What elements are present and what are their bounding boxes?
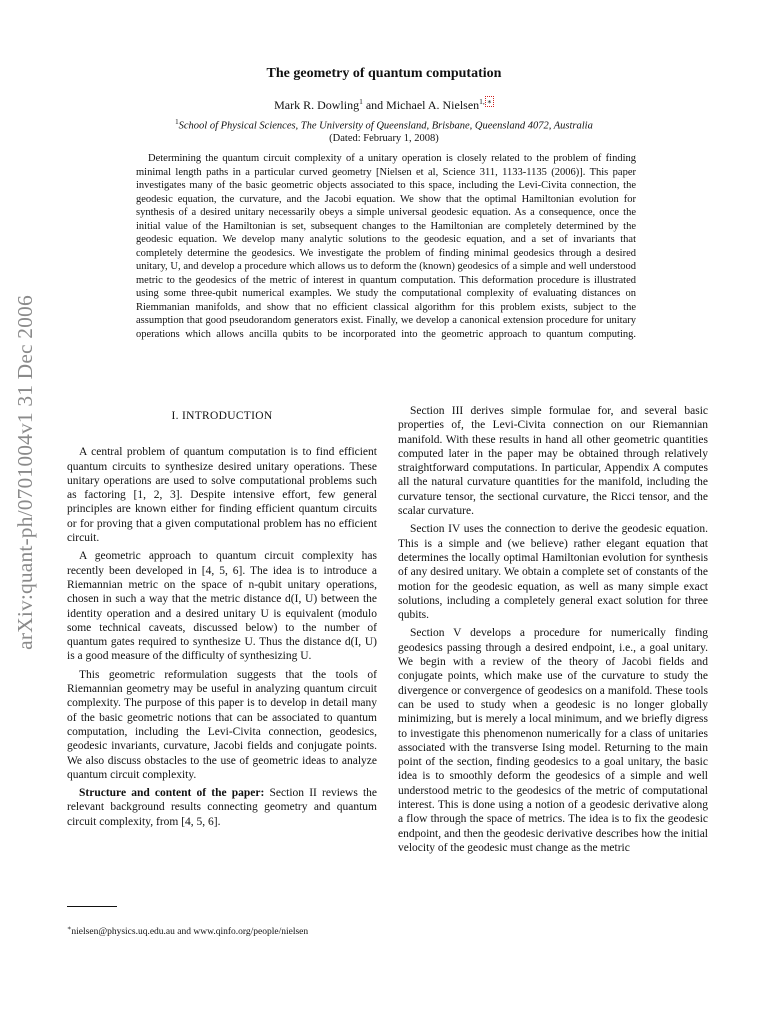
arxiv-stamp-text: arXiv:quant-ph/0701004v1 31 Dec 2006: [12, 294, 37, 650]
arxiv-side-stamp: [6, 252, 44, 692]
section-heading: I. INTRODUCTION: [171, 410, 273, 422]
footnote-text: nielsen@physics.uq.edu.au and www.qinfo.org/people/nielsen: [71, 927, 309, 938]
author-name: Mark R. Dowling: [274, 98, 360, 112]
paragraph: [67, 786, 377, 829]
author-affil-marker: 1, ∗: [479, 97, 492, 106]
paragraph: Section III derives simple formulae for, and several basic properties of, the Levi-Civita connection on our Riemannian manifold. With these results in hand all other geometric quantities computed later in the paper may be obtained through relatively straightforward computations. In particular, Appendix A computes all the natural curvature quantities for the manifold, including the curvature tensor, the sectional curvature, the Ricci tensor, and the scalar curvature.: [398, 405, 708, 518]
paragraph: A central problem of quantum computation is to find efficient quantum circuits to synthesize desired unitary operations. These unitary operations are used to solve computational problems such as factoring [1, 2, 3]. Despite intensive effort, few general principles are known either for finding efficient quantum circuits or for proving that a given computational problem has no efficient circuit.: [67, 446, 377, 545]
footnote-link[interactable]: ∗: [486, 97, 492, 106]
abstract: [136, 152, 636, 341]
paragraph-rest: Section II reviews the relevant background results connecting geometry and quantum circuit complexity, from [4, 5, 6].: [67, 787, 378, 828]
bold-lead-in: Structure and content of the paper:: [79, 787, 265, 800]
author-line: [0, 97, 768, 113]
footnote: [67, 924, 308, 937]
paragraph: This geometric reformulation suggests that the tools of Riemannian geometry may be useful in analyzing quantum circuit complexity. The purpose of this paper is to develop in detail many of the basic geometric notions that can be associated to quantum computation, including the Levi-Civita connection, geodesics, geodesic invariants, curvature, Jacobi fields and conjugate points. We also discuss obstacles to the use of geometric ideas to analyze quantum circuit complexity.: [67, 668, 377, 781]
author-affil-marker: 1: [359, 97, 363, 106]
abstract-text: Determining the quantum circuit complexity of a unitary operation is closely related to the problem of finding minimal length paths in a particular curved geometry [Nielsen et al, Science 311, 1133-1135 (2006)]. This paper investigates many of the basic geometric objects associated to this space, including the Levi-Civita connection, the geodesic equation, the curvature, and the Jacobi equation. We show that the optimal Hamiltonian evolution for synthesis of a desired unitary necessarily obeys a simple universal geodesic equation. As a consequence, once the initial value of the Hamiltonian is set, subsequent changes to the Hamiltonian are completely determined by the geodesic equation. We develop many analytic solutions to the geodesic equation, and a set of invariants that completely determine the geodesics. We investigate the problem of finding minimal geodesics through a desired unitary, U, and develop a procedure which allows us to deform the (known) geodesics of a simple and well understood metric to the geodesics of the metric of interest in quantum computation. This deformation procedure is illustrated using some three-qubit numerical examples. We study the computational complexity of evaluating distances on Riemmanian manifolds, and show that no efficient classical algorithm for this problem exists, subject to the assumption that good pseudorandom generators exist. Finally, we develop a canonical extension procedure for unitary operations which allows ancilla qubits to be incorporated into the geometric approach to quantum computing.: [136, 153, 636, 340]
paragraph: A geometric approach to quantum circuit complexity has recently been developed in [4, 5, 6]. The idea is to introduce a Riemannian metric on the space of n-qubit unitary operations, chosen in such a way that the metric distance d(I, U) between the identity operation and a desired unitary U is equivalent (modulo some technical caveats, discussed below) to the number of quantum gates required to synthesize U. Thus the distance d(I, U) is a good measure of the difficulty of synthesizing U.: [67, 550, 377, 663]
author-conjunction: and: [365, 98, 384, 112]
affiliation: [0, 118, 768, 132]
paragraph: Section V develops a procedure for numerically finding geodesics passing through a desired endpoint, i.e., a goal unitary. We begin with a review of the theory of Jacobi fields and conjugate points, which make use of the curvature to study the divergence or convergence of geodesics on a manifold. These tools can be used to study when a geodesic is no longer globally minimizing, but is merely a local minimum, and we briefly digress to investigate this phenomenon numerically for a class of unitaries associated with the transverse Ising model. Returning to the main point of the section, finding geodesics to a goal unitary, the basic idea is to smoothly deform the geodesics of a simple and well understood metric to the geodesics of the metric of computational interest. This is done using a notion of a geodesic derivative along a flow through the space of metrics. The idea is to fix the geodesic endpoint, and then the geodesic derivative describes how the initial velocity of the geodesic must change as the metric: [398, 627, 708, 854]
paper-title: The geometry of quantum computation: [266, 66, 502, 81]
paragraph: Section IV uses the connection to derive the geodesic equation. This is a simple and (we believe) rather elegant equation that determines the locally optimal Hamiltonian evolution for synthesis of any desired unitary. We obtain a complete set of constants of the motion for the geodesic equation, as well as many simple exact solutions, including a completely general exact solution for three qubits.: [398, 523, 708, 622]
dated-line: (Dated: February 1, 2008): [329, 133, 439, 144]
footnote-rule: [67, 906, 117, 907]
footnote-marker: ∗: [67, 925, 72, 932]
author-name: Michael A. Nielsen: [386, 98, 480, 112]
left-column: [67, 404, 377, 829]
affiliation-text: School of Physical Sciences, The University of Queensland, Brisbane, Queensland 4072, Australia: [178, 120, 593, 132]
right-column: [398, 404, 708, 855]
affiliation-marker: 1: [175, 118, 179, 126]
